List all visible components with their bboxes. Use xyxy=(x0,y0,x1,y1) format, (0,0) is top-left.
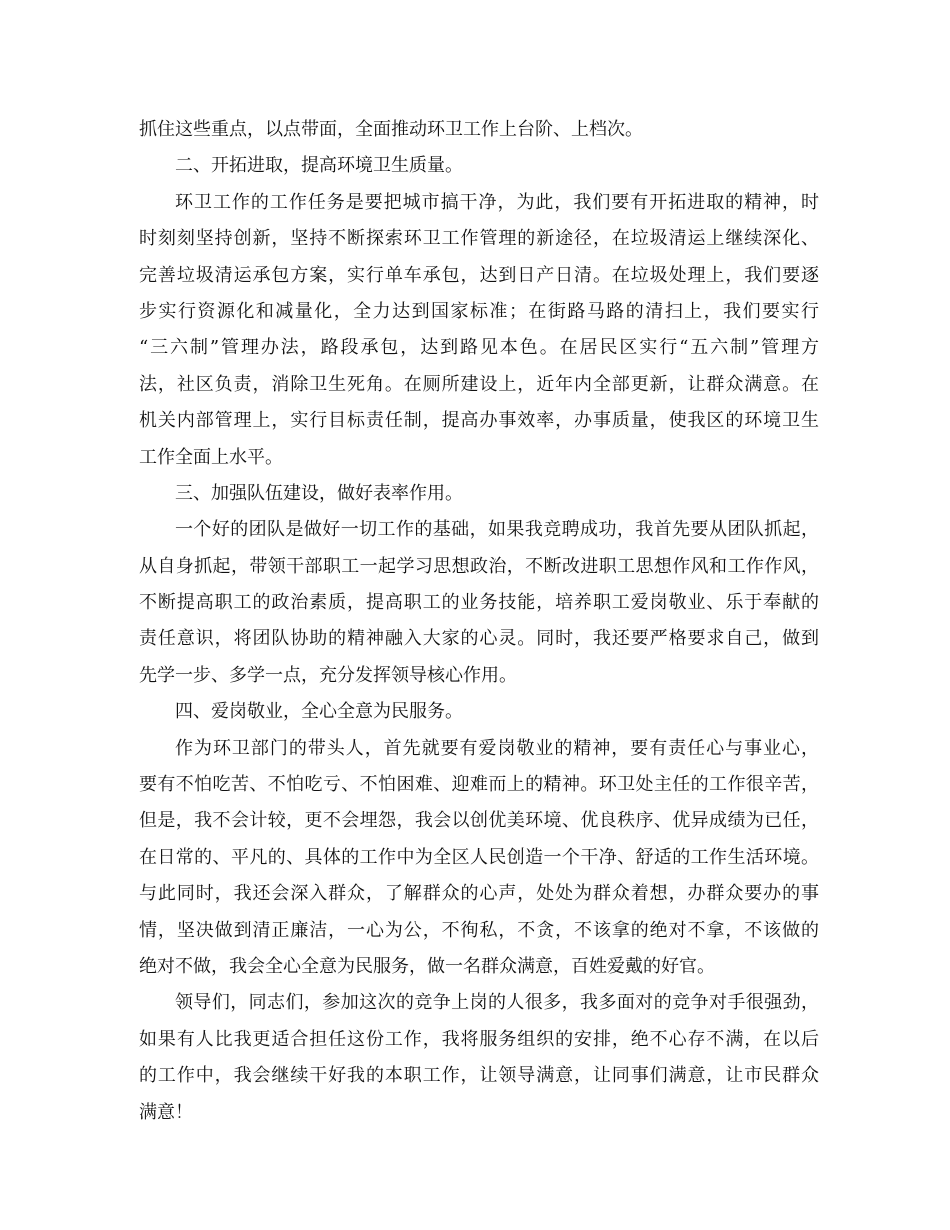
paragraph-line: 抓住这些重点，以点带面，全面推动环卫工作上台阶、上档次。 xyxy=(139,119,643,140)
paragraph-line: 先学一步、多学一点，充分发挥领导核心作用。 xyxy=(139,664,517,686)
paragraph-line: 满意！ xyxy=(139,1101,193,1123)
paragraph-line: 作为环卫部门的带头人，首先就要有爱岗敬业的精神，要有责任心与事业心， xyxy=(175,737,819,759)
paragraph-line: 领导们，同志们，参加这次的竞争上岗的人很多，我多面对的竞争对手很强劲， xyxy=(175,992,819,1014)
section-heading: 四、爱岗敬业，全心全意为民服务。 xyxy=(175,701,463,723)
paragraph-line: 一个好的团队是做好一切工作的基础，如果我竞聘成功，我首先要从团队抓起， xyxy=(175,519,819,541)
paragraph-line: 工作全面上水平。 xyxy=(139,446,283,468)
paragraph-line: “三六制”管理办法，路段承包，达到路见本色。在居民区实行“五六制”管理方 xyxy=(139,337,819,359)
paragraph-line: 步实行资源化和减量化，全力达到国家标准；在街路马路的清扫上，我们要实行 xyxy=(139,300,819,322)
paragraph-line: 法，社区负责，消除卫生死角。在厕所建设上，近年内全部更新，让群众满意。在 xyxy=(139,373,819,395)
paragraph-line: 在日常的、平凡的、具体的工作中为全区人民创造一个干净、舒适的工作生活环境。 xyxy=(139,846,819,868)
paragraph-line: 的工作中，我会继续干好我的本职工作，让领导满意，让同事们满意，让市民群众 xyxy=(139,1065,819,1087)
paragraph-line: 情，坚决做到清正廉洁，一心为公，不徇私，不贪，不该拿的绝对不拿，不该做的 xyxy=(139,919,819,941)
section-heading: 三、加强队伍建设，做好表率作用。 xyxy=(175,482,463,504)
paragraph-line: 时刻刻坚持创新，坚持不断探索环卫工作管理的新途径，在垃圾清运上继续深化、 xyxy=(139,228,819,250)
paragraph-line: 不断提高职工的政治素质，提高职工的业务技能，培养职工爱岗敬业、乐于奉献的 xyxy=(139,592,819,614)
paragraph-line: 机关内部管理上，实行目标责任制，提高办事效率，办事质量，使我区的环境卫生 xyxy=(139,410,819,432)
paragraph-line: 环卫工作的工作任务是要把城市搞干净，为此，我们要有开拓进取的精神，时 xyxy=(175,191,819,213)
section-heading: 二、开拓进取，提高环境卫生质量。 xyxy=(175,155,463,177)
paragraph-line: 完善垃圾清运承包方案，实行单车承包，达到日产日清。在垃圾处理上，我们要逐 xyxy=(139,264,819,286)
paragraph-line: 责任意识，将团队协助的精神融入大家的心灵。同时，我还要严格要求自己，做到 xyxy=(139,628,819,650)
paragraph-line: 但是，我不会计较，更不会埋怨，我会以创优美环境、优良秩序、优异成绩为已任， xyxy=(139,810,819,832)
paragraph-line: 与此同时，我还会深入群众，了解群众的心声，处处为群众着想，办群众要办的事 xyxy=(139,883,819,905)
paragraph-line: 要有不怕吃苦、不怕吃亏、不怕困难、迎难而上的精神。环卫处主任的工作很辛苦， xyxy=(139,774,819,796)
document-body xyxy=(139,112,819,1131)
paragraph-line: 如果有人比我更适合担任这份工作，我将服务组织的安排，绝不心存不满，在以后 xyxy=(139,1028,819,1050)
paragraph-line: 绝对不做，我会全心全意为民服务，做一名群众满意，百姓爱戴的好官。 xyxy=(139,955,715,977)
paragraph-line: 从自身抓起，带领干部职工一起学习思想政治，不断改进职工思想作风和工作作风， xyxy=(139,555,819,577)
